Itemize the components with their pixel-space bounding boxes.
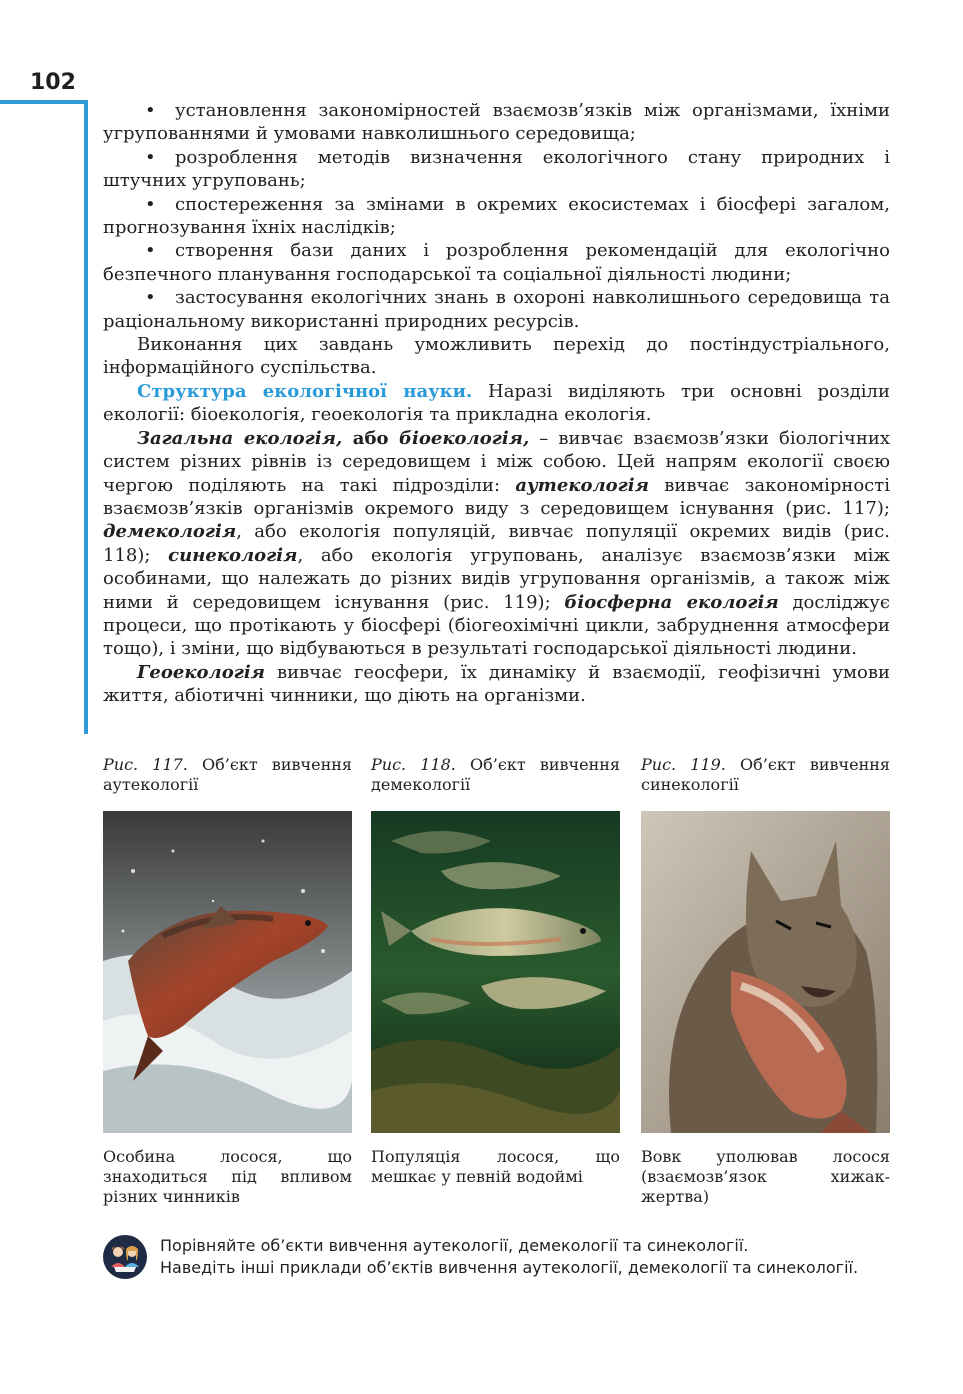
task-line-2: Наведіть інші приклади об’єктів вивчення аутекології, демекології та синекології.	[160, 1258, 859, 1277]
term-synecology: синекологія	[168, 544, 298, 566]
accent-bar-side	[84, 100, 88, 734]
bullet-text: створення бази даних і розроблення рекомендацій для екологічно безпечного планування господарської та соціальної діяльності людини;	[103, 240, 890, 285]
salmon-jumping-photo	[103, 811, 352, 1133]
term-demecology: демекологія	[103, 521, 237, 543]
figure-ref: Рис. 119.	[641, 755, 726, 774]
bullet-marker: •	[145, 287, 156, 309]
figure-title: Об’єкт вивчення аутекології	[103, 755, 353, 794]
figure-title: Об’єкт вивчення синекології	[641, 755, 891, 794]
bullet-marker: •	[145, 146, 156, 168]
paragraph-geoecology	[103, 661, 890, 708]
bullet-item	[103, 193, 890, 240]
bullet-text: застосування екологічних знань в охороні навколишнього середовища та раціональному використанні природних ресурсів.	[103, 287, 890, 332]
general-text-3: , або екологія популяцій, вивчає популяції окремих видів (рис. 118);	[103, 521, 890, 566]
paragraph-transition: Виконання цих завдань уможливить перехід до постіндустріального, інформаційного суспільства.	[103, 334, 890, 379]
task-text	[160, 1235, 890, 1279]
bullet-item	[103, 286, 890, 333]
general-text-2: вивчає закономірності взаємозв’язків організмів окремого виду з середовищем існування (рис. 117);	[103, 474, 890, 519]
figure-title: Об’єкт вивчення демекології	[371, 755, 621, 794]
figure-caption	[103, 755, 352, 811]
bullet-item	[103, 239, 890, 286]
figure-description: Популяція лосося, що мешкає у певній водоймі	[371, 1147, 620, 1186]
term-general-ecology: Загальна екологія,	[137, 427, 343, 449]
term-bioecology: біоекологія,	[399, 427, 530, 449]
section-heading: Структура екологічної науки.	[137, 380, 473, 402]
main-text	[103, 99, 890, 708]
paragraph-structure	[103, 380, 890, 427]
figure-description: Особина лосося, що знаходиться під впливом різних чинників	[103, 1147, 352, 1206]
figure-caption	[641, 755, 890, 811]
bullet-marker: •	[145, 193, 156, 215]
task-line-1: Порівняйте об’єкти вивчення аутекології, демекології та синекології.	[160, 1236, 749, 1255]
general-text-5: досліджує процеси, що протікають у біосфері (біогеохімічні цикли, забруднення атмосфери тощо), і зміни, що відбуваються в результаті господарської діяльності людини.	[103, 591, 890, 660]
term-biosphere-ecology: біосферна екологія	[564, 591, 779, 613]
structure-text: Наразі виділяють три основні розділи екології: біоекологія, геоекологія та прикладна екологія.	[103, 380, 890, 426]
bullet-marker: •	[145, 240, 156, 262]
bullet-item	[103, 146, 890, 193]
general-text-4: , або екологія угруповань, аналізує взаємозв’язки між особинами, що належать до різних видів угруповання організмів, а також між ними й середовищем існування (рис. 119);	[103, 544, 890, 613]
bullet-text: спостереження за змінами в окремих екосистемах і біосфері загалом, прогнозування їхніх наслідків;	[103, 193, 890, 239]
bullet-item	[103, 99, 890, 146]
paragraph-general-ecology	[103, 427, 890, 661]
term-autecology: аутекологія	[515, 474, 649, 496]
page-number: 102	[30, 70, 76, 95]
bullet-text: установлення закономірностей взаємозв’язків між організмами, їхніми угрупованнями й умовами навколишнього середовища;	[103, 100, 890, 145]
geoecology-text: вивчає геосфери, їх динаміку й взаємодії, геофізичні умови життя, абіотичні чинники, що діють на організми.	[103, 661, 890, 707]
figure-117	[103, 755, 352, 1207]
figure-ref: Рис. 118.	[371, 755, 456, 774]
figure-caption	[371, 755, 620, 811]
figure-119	[641, 755, 890, 1207]
general-text-1: – вивчає взаємозв’язки біологічних систем різних рівнів із середовищем і між собою. Цей напрям екології своєю чергою поділяють на такі підрозділи:	[103, 427, 890, 496]
term-geoecology: Геоекологія	[137, 661, 265, 683]
figure-ref: Рис. 117.	[103, 755, 188, 774]
bullet-text: розроблення методів визначення екологічного стану природних і штучних угруповань;	[103, 146, 890, 192]
salmon-population-photo	[371, 811, 620, 1133]
figure-description: Вовк уполював лосося (взаємозв’язок хижак-жертва)	[641, 1147, 890, 1206]
wolf-with-salmon-photo	[641, 811, 890, 1133]
bullet-marker: •	[145, 100, 156, 121]
accent-bar-top	[0, 100, 88, 104]
figure-118	[371, 755, 620, 1187]
students-task-icon	[103, 1235, 147, 1279]
word-or: або	[342, 427, 400, 449]
